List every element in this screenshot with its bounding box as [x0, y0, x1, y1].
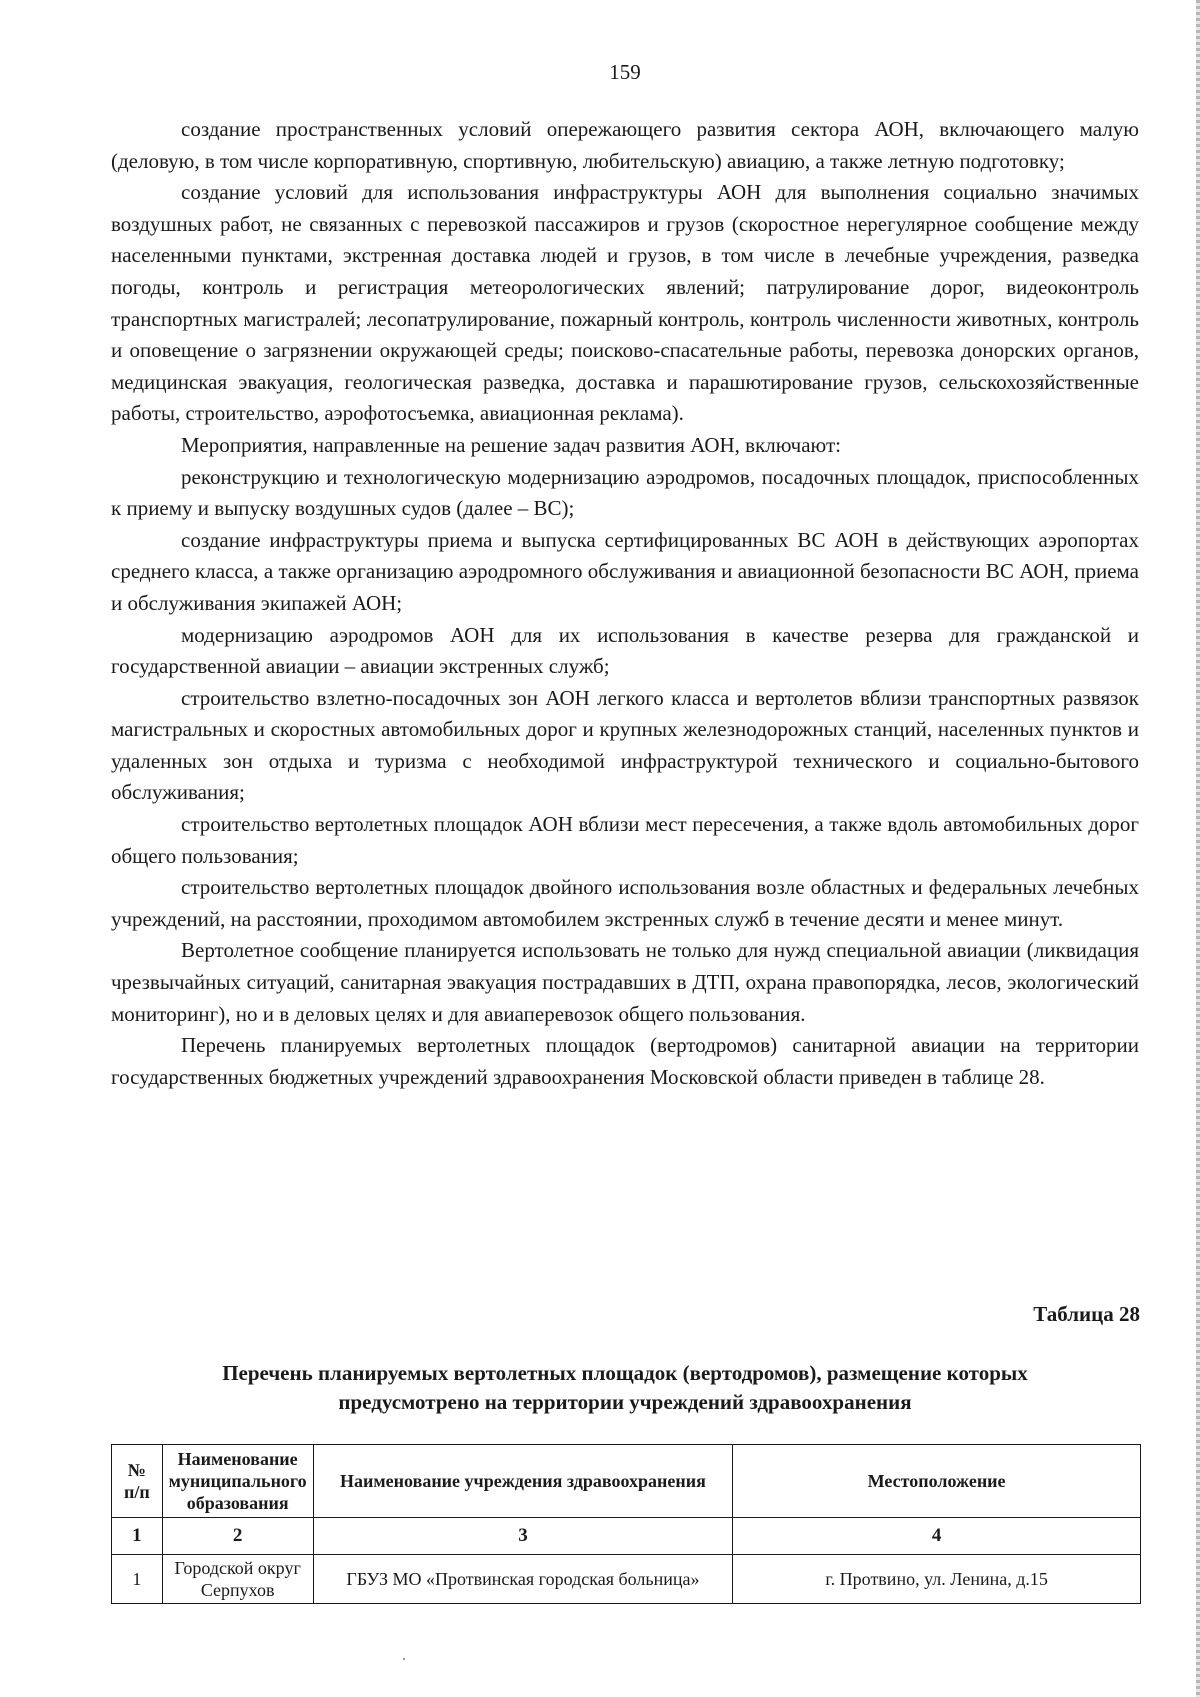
header-num: № п/п: [112, 1445, 163, 1518]
table-caption: Таблица 28: [1033, 1302, 1140, 1326]
table-header-row: [112, 1445, 1141, 1518]
table-row: [112, 1555, 1141, 1604]
column-number: 1: [112, 1518, 163, 1555]
table-title: [111, 1359, 1139, 1417]
facilities-table: [111, 1444, 1141, 1604]
paragraph: создание условий для использования инфраструктуры АОН для выполнения социально значимых воздушных работ, не связанных с перевозкой пассажиров и грузов (скоростное нерегулярное сообщение между населенными пунктами, экстренная доставка людей и грузов, в том числе в лечебные учреждения, разведка погоды, контроль и регистрация метеорологических явлений; патрулирование дорог, видеоконтроль транспортных магистралей; лесопатрулирование, пожарный контроль, контроль численности животных, контроль и оповещение о загрязнении окружающей среды; поисково-спасательные работы, перевозка донорских органов, медицинская эвакуация, геологическая разведка, доставка и парашютирование грузов, сельскохозяйственные работы, строительство, аэрофотосъемка, авиационная реклама).: [111, 180, 1139, 426]
paragraph: строительство вертолетных площадок АОН вблизи мест пересечения, а также вдоль автомобильных дорог общего пользования;: [111, 812, 1139, 868]
table-title-line: предусмотрено на территории учреждений здравоохранения: [338, 1390, 912, 1414]
header-location: Местоположение: [733, 1445, 1141, 1518]
paragraph: Мероприятия, направленные на решение задач развития АОН, включают:: [181, 432, 841, 457]
paragraph: Вертолетное сообщение планируется использовать не только для нужд специальной авиации (ликвидация чрезвычайных ситуаций, санитарная эвакуация пострадавших в ДТП, охрана правопорядка, лесов, экологический мониторинг), но и в деловых целях и для авиаперевозок общего пользования.: [111, 938, 1139, 1026]
paragraph: строительство взлетно-посадочных зон АОН легкого класса и вертолетов вблизи транспортных развязок магистральных и скоростных автомобильных дорог и крупных железнодорожных станций, населенных пунктов и удаленных зон отдыха и туризма с необходимой инфраструктурой технического и социально-бытового обслуживания;: [111, 685, 1139, 805]
paragraph: Перечень планируемых вертолетных площадок (вертодромов) санитарной авиации на территории государственных бюджетных учреждений здравоохранения Московской области приведен в таблице 28.: [111, 1033, 1139, 1089]
header-municipality: Наименование муниципального образования: [162, 1445, 313, 1518]
cell-municipality: Городской округ Серпухов: [162, 1555, 313, 1604]
column-number-row: [112, 1518, 1141, 1555]
header-institution: Наименование учреждения здравоохранения: [313, 1445, 733, 1518]
cell-num: 1: [112, 1555, 163, 1604]
cell-location: г. Протвино, ул. Ленина, д.15: [733, 1555, 1141, 1604]
table-title-line: Перечень планируемых вертолетных площадок (вертодромов), размещение которых: [222, 1361, 1028, 1385]
paragraph: модернизацию аэродромов АОН для их использования в качестве резерва для гражданской и государственной авиации – авиации экстренных служб;: [111, 622, 1139, 679]
column-number: 3: [313, 1518, 733, 1555]
paragraph: реконструкцию и технологическую модернизацию аэродромов, посадочных площадок, приспособленных к приему и выпуску воздушных судов (далее – ВС);: [111, 464, 1139, 521]
page-number: 159: [609, 60, 641, 84]
cell-institution: ГБУЗ МО «Протвинская городская больница»: [313, 1555, 733, 1604]
scan-speck: [403, 1658, 405, 1660]
paragraph: создание пространственных условий опережающего развития сектора АОН, включающего малую (деловую, в том числе корпоративную, спортивную, любительскую) авиацию, а также летную подготовку;: [111, 117, 1139, 173]
paragraph: строительство вертолетных площадок двойного использования возле областных и федеральных лечебных учреждений, на расстоянии, проходимом автомобилем экстренных служб в течение десяти и менее минут.: [111, 875, 1139, 931]
document-body: [111, 114, 1139, 1093]
column-number: 4: [733, 1518, 1141, 1555]
column-number: 2: [162, 1518, 313, 1555]
paragraph: создание инфраструктуры приема и выпуска сертифицированных ВС АОН в действующих аэропортах среднего класса, а также организацию аэродромного обслуживания и авиационной безопасности ВС АОН, приема и обслуживания экипажей АОН;: [111, 527, 1139, 615]
scan-edge: [1196, 0, 1200, 1697]
